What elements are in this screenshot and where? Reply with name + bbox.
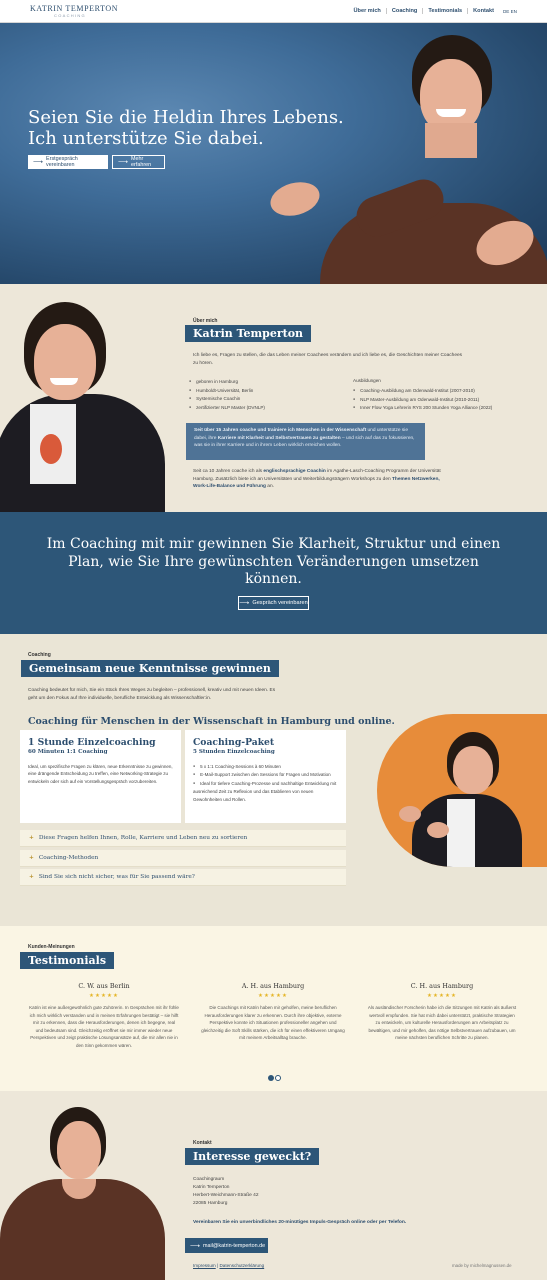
arrow-right-icon: ⟶ xyxy=(239,600,250,607)
list-item: ● Ideal für tiefere Coaching-Prozesse und nachhaltige Entwicklung mit ausreichend Zeit zu Reflexion und das Etablieren von neuen Gewohnheiten und Rollen. xyxy=(193,780,338,803)
hero-section xyxy=(0,23,547,284)
hero-portrait xyxy=(300,23,547,284)
star-icon: ★★★★★ xyxy=(426,993,458,999)
quote-band xyxy=(0,512,547,634)
about-section xyxy=(0,284,547,512)
contact-title: Interesse geweckt? xyxy=(185,1148,319,1165)
coaching-section xyxy=(0,634,547,926)
plus-icon: + xyxy=(29,874,34,880)
privacy-link[interactable]: Datenschutzerklärung xyxy=(219,1263,265,1268)
hero-headline: Seien Sie die Heldin Ihres Lebens. Ich unterstütze Sie dabei. xyxy=(28,107,344,149)
coaching-portrait xyxy=(377,714,547,867)
arrow-right-icon: ⟶ xyxy=(190,1242,201,1250)
coaching-eyebrow: Coaching xyxy=(28,652,51,658)
plus-icon: + xyxy=(29,855,34,861)
about-eyebrow: Über mich xyxy=(193,318,218,324)
contact-eyebrow: Kontakt xyxy=(193,1140,212,1146)
contact-section xyxy=(0,1091,547,1280)
band-headline: Im Coaching mit mir gewinnen Sie Klarheit, Struktur und einen Plan, wie Sie Ihre gewünschten Veränderungen umsetzen können. xyxy=(46,536,501,587)
list-item: ● Inner Flow Yoga Lehrerin RYS 200 Stunden Yoga Alliance (2022) xyxy=(353,404,492,413)
education-heading: Ausbildungen xyxy=(353,378,381,383)
offer-card-package xyxy=(185,730,346,823)
list-item: ● E-Mail-Support zwischen den Sessions für Fragen und Motivation xyxy=(193,771,338,779)
about-facts-list xyxy=(189,378,265,412)
email-button[interactable]: ⟶ mail@katrin-temperton.de xyxy=(185,1238,268,1253)
list-item: ● 5 x 1:1 Coaching-Sessions à 60 Minuten xyxy=(193,763,338,771)
carousel-dot-active[interactable] xyxy=(268,1075,274,1081)
plus-icon: + xyxy=(29,835,34,841)
list-item: ● NLP Master-Ausbildung am Odenwald-Institut (2010-2011) xyxy=(353,396,492,405)
testimonial-text: Katrin ist eine außergewöhnlich gute Zuhörerin. In Gesprächen mit ihr fühle ich mich wirklich verstanden und in meinen Erfahrungen bestätigt – sie hilft mir zu erkennen, dass die Herausforderungen, denen ich begegne, real und bedeutsam sind. Gleichzeitig eröffnet sie mir immer wieder neue Perspektiven und zeigt praktische Lösungsansätze auf, die mir allen nie in den Sinn gekommen wären. xyxy=(29,1005,179,1048)
accordion-unsure[interactable]: + Sind Sie sich nicht sicher, was für Sie passend wäre? xyxy=(20,869,346,886)
nav-kontakt[interactable]: Kontakt xyxy=(473,8,494,14)
star-icon: ★★★★★ xyxy=(88,993,120,999)
testimonial-text: Die Coachings mit Katrin haben mir geholfen, meine beruflichen Herausforderungen klarer zu erkennen. Durch ihre objektive, externe Perspektive konnte ich Situationen professioneller angehen und gleichzeitig die Soft Skills stärken, die ich für einen effektiveren Umgang mit meinem Arbeitsalltag brauche. xyxy=(201,1005,345,1041)
list-item: ● Coaching-Ausbildung am Odenwald-Institut (2007-2010) xyxy=(353,387,492,396)
card-title: Coaching-Paket xyxy=(193,737,275,748)
book-consultation-button[interactable]: ⟶ Erstgespräch vereinbaren xyxy=(28,155,108,169)
testimonial-card xyxy=(367,982,517,1042)
testimonial-author: C. W. aus Berlin xyxy=(78,982,130,990)
logo[interactable]: KATRIN TEMPERTON xyxy=(30,4,119,13)
nav-ueber-mich[interactable]: Über mich xyxy=(349,8,387,14)
nav-coaching[interactable]: Coaching xyxy=(387,8,423,14)
coaching-intro: Coaching bedeutet für mich, Sie ein Stück Ihres Weges zu begleiten – professionell, kreativ und mit neuen Ideen. Es geht um den Fokus auf Ihre individuelle, berufliche Entwicklung als Wissenschaftler:in. xyxy=(28,688,276,701)
contact-portrait xyxy=(0,1091,170,1280)
learn-more-button[interactable]: ⟶ Mehr erfahren xyxy=(112,155,165,169)
card-title: 1 Stunde Einzelcoaching xyxy=(28,737,156,748)
contact-address: Coachingraum Katrin Temperton Herbert-Weichmann-Straße 42 22085 Hamburg xyxy=(193,1177,259,1206)
list-item: ● Systemische Coachin xyxy=(189,395,265,404)
testimonial-text: Als ausländischer Forscherin habe ich die Sitzungen mit Katrin als äußerst wertvoll empfunden. Sie hat mich dabei unterstützt, praktische Strategien zu entwickeln, um kulturelle Herausforderungen am Arbeitsplatz zu bewältigen, und mir geholfen, das nötige Selbstvertrauen aufzubauen, um meine nächsten beruflichen Schritte zu planen. xyxy=(367,1005,517,1041)
testimonial-card xyxy=(198,982,348,1042)
testimonial-author: C. H. aus Hamburg xyxy=(410,982,474,990)
testimonials-title: Testimonials xyxy=(20,952,114,969)
package-list xyxy=(193,763,338,803)
testimonial-author: A. H. aus Hamburg xyxy=(241,982,305,990)
coaching-subtitle: Coaching für Menschen in der Wissenschaft in Hamburg und online. xyxy=(28,716,395,727)
logo-subtitle: COACHING xyxy=(54,13,86,18)
arrow-right-icon: ⟶ xyxy=(118,159,129,166)
main-nav xyxy=(349,8,518,14)
star-icon: ★★★★★ xyxy=(257,993,289,999)
site-header xyxy=(0,0,547,23)
offer-card-single xyxy=(20,730,181,823)
list-item: ● Humboldt-Universität, Berlin xyxy=(189,387,265,396)
contact-cta-text: Vereinbaren Sie ein unverbindliches 20-minütiges Impuls-Gespräch online oder per Telefon. xyxy=(193,1220,407,1225)
about-paragraph: Seit ca 10 Jahren coache ich als englischsprachige Coachin im Agathe-Lasch-Coaching Programm der Universität Hamburg. Zusätzlich biete ich an Universitäten und Weiterbildungsträgern Workshops zu den Themen Netzwerken, Work-Life-Balance und Führung an. xyxy=(193,469,441,490)
arrow-right-icon: ⟶ xyxy=(33,159,44,166)
testimonial-card xyxy=(29,982,179,1050)
impressum-link[interactable]: Impressum xyxy=(193,1263,216,1268)
about-highlight-box: Seit über 15 Jahren coache und trainiere ich Menschen in der Wissenschaft und unterstütze sie dabei, ihre Karriere mit Klarheit und Selbstvertrauen zu gestalten – und sich auf das zu fokussieren, was sie in ihrer Karriere und in ihrem Leben wirklich erreichen wollen. xyxy=(186,423,425,460)
nav-testimonials[interactable]: Testimonials xyxy=(423,8,468,14)
schedule-call-button[interactable]: ⟶ Gespräch vereinbaren xyxy=(238,596,309,610)
about-intro: Ich liebe es, Fragen zu stellen, die das Leben meiner Coachees verändern und ich liebe es, die Geschichten meiner Coachees zu hören. xyxy=(193,353,463,366)
carousel-dot[interactable] xyxy=(275,1075,281,1081)
accordion-questions[interactable]: + Diese Fragen helfen Ihnen, Rolle, Karriere und Leben neu zu sortieren xyxy=(20,830,346,847)
legal-links: Impressum | Datenschutzerklärung xyxy=(193,1263,265,1268)
about-title: Katrin Temperton xyxy=(185,325,311,342)
language-switch[interactable]: DE EN xyxy=(502,8,517,14)
list-item: ● zertifizierter NLP Master (DVNLP) xyxy=(189,404,265,413)
testimonials-eyebrow: Kunden-Meinungen xyxy=(28,944,75,950)
card-subtitle: 60 Minuten 1:1 Coaching xyxy=(28,749,108,755)
card-subtitle: 5 Stunden Einzelcoaching xyxy=(193,749,275,755)
testimonials-section xyxy=(0,926,547,1091)
about-portrait xyxy=(0,284,170,512)
accordion-methods[interactable]: + Coaching-Methoden xyxy=(20,850,346,867)
credit-link[interactable]: made by michelmagnussen.de xyxy=(452,1263,512,1268)
education-list xyxy=(353,387,492,413)
card-text: Ideal, um spezifische Fragen zu klären, neue Erkenntnisse zu gewinnen, eine drängende Entscheidung zu treffen, eine Networking-Strategie zu entwickeln oder sich auf ein Vorstellungsgespräch vorzubereiten. xyxy=(28,764,173,784)
coaching-title: Gemeinsam neue Kenntnisse gewinnen xyxy=(21,660,279,677)
list-item: ● geboren in Hamburg xyxy=(189,378,265,387)
